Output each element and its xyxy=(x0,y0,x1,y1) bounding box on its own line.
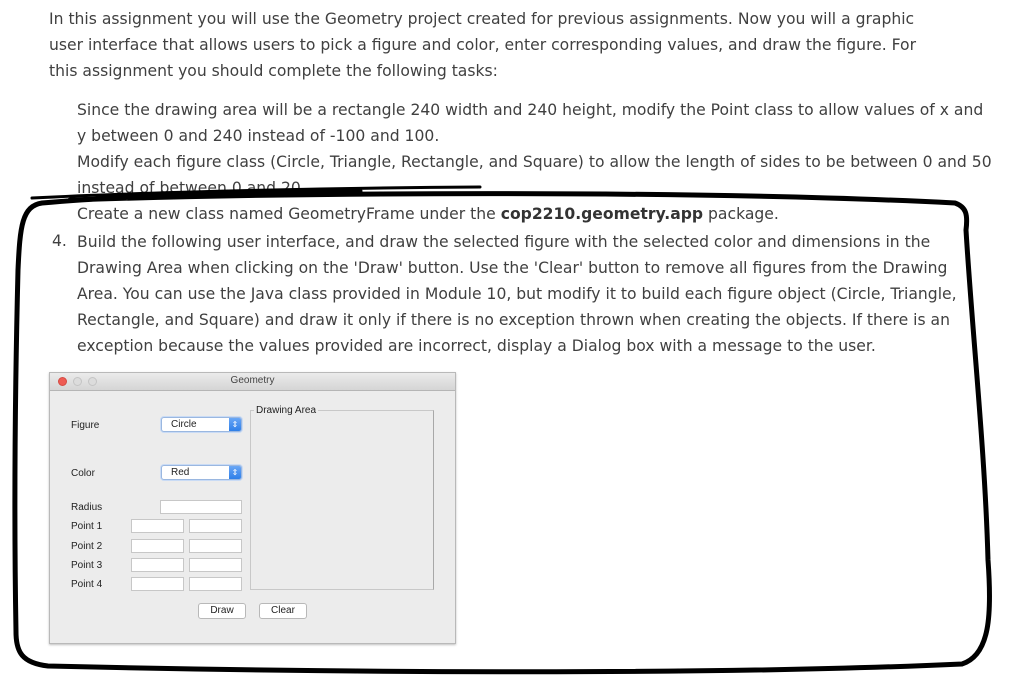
color-label: Color xyxy=(71,468,95,479)
task-1-line-2: y between 0 and 240 instead of -100 and 100. xyxy=(77,127,440,145)
drawing-area-label: Drawing Area xyxy=(256,405,317,416)
point-2-label: Point 2 xyxy=(71,541,103,552)
figure-select[interactable] xyxy=(161,417,242,432)
point-4-label: Point 4 xyxy=(71,579,103,590)
radius-input[interactable] xyxy=(160,500,242,514)
clear-button[interactable]: Clear xyxy=(259,603,307,619)
radius-label: Radius xyxy=(71,502,103,513)
intro-paragraph: In this assignment you will use the Geometry project created for previous assignments. Now you will a graphic user interface that allows users to pick a figure and color, enter corresponding values, and draw the figure. For this assignment you should complete the following tasks: xyxy=(49,10,917,80)
point-1-x-input[interactable] xyxy=(131,519,184,533)
point-1-label: Point 1 xyxy=(71,521,103,532)
figure-select-value: Circle xyxy=(171,419,197,430)
window-titlebar xyxy=(50,373,455,391)
color-select[interactable] xyxy=(161,465,242,480)
window-title: Geometry xyxy=(230,375,275,386)
color-select-value: Red xyxy=(171,467,190,478)
drawing-area xyxy=(250,410,434,590)
package-name: cop2210.geometry.app xyxy=(500,205,704,223)
task-4-text: Build the following user interface, and draw the selected figure with the selected color and dimensions in the Drawing Area when clicking on the 'Draw' button. Use the 'Clear' button to remove all figures from the Drawing Area. You can use the Java class provided in Module 10, but modify it to build each figure object (Circle, Triangle, Rectangle, and Square) and draw it only if there is no exception thrown when creating the objects. If there is an exception because the values provided are incorrect, display a Dialog box with a message to the user. xyxy=(77,233,957,355)
point-2-x-input[interactable] xyxy=(131,539,184,553)
updown-chevron-icon: ⇕ xyxy=(229,466,241,479)
task-3-text-before: Create a new class named GeometryFrame under the xyxy=(77,205,501,223)
task-3-text-after: package. xyxy=(703,205,779,223)
figure-label: Figure xyxy=(71,420,100,431)
task-4-number: 4. xyxy=(52,232,67,250)
geometry-window xyxy=(49,372,456,644)
point-3-label: Point 3 xyxy=(71,560,103,571)
draw-button[interactable]: Draw xyxy=(198,603,246,619)
task-3 xyxy=(77,201,779,227)
point-4-x-input[interactable] xyxy=(131,577,184,591)
point-1-y-input[interactable] xyxy=(189,519,242,533)
point-3-x-input[interactable] xyxy=(131,558,184,572)
point-4-y-input[interactable] xyxy=(189,577,242,591)
task-1-line-1: Since the drawing area will be a rectangle 240 width and 240 height, modify the Point class to allow values of x and xyxy=(77,101,984,119)
task-2-line-1: Modify each figure class (Circle, Triangle, Rectangle, and Square) to allow the length of sides to be between 0 and 50 xyxy=(77,153,992,171)
point-2-y-input[interactable] xyxy=(189,539,242,553)
updown-chevron-icon: ⇕ xyxy=(229,418,241,431)
task-2-line-2: instead of between 0 and 20. xyxy=(77,179,306,197)
point-3-y-input[interactable] xyxy=(189,558,242,572)
